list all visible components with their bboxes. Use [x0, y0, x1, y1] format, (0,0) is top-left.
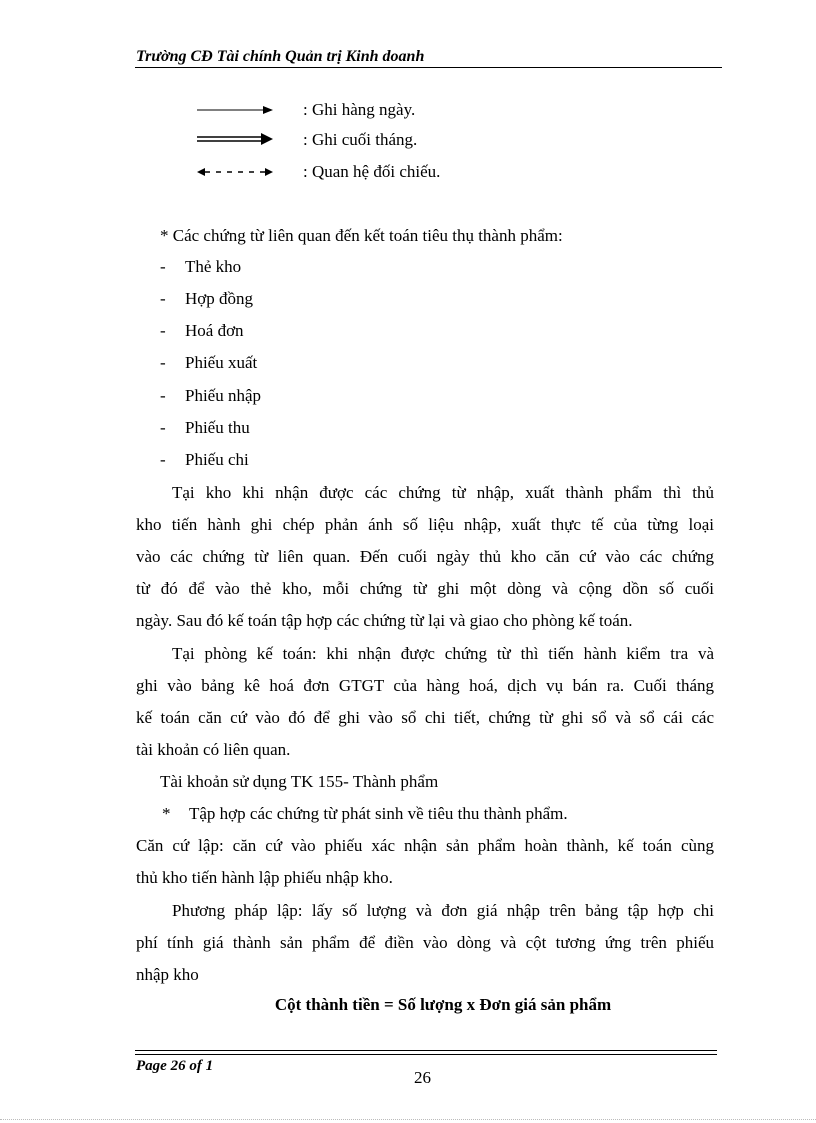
header-title: Trường CĐ Tài chính Quản trị Kinh doanh [136, 48, 425, 65]
bullet-dash: - [160, 289, 166, 308]
page-edge [0, 1119, 816, 1120]
bullet-dash: - [160, 321, 166, 340]
bullet-dash: - [160, 353, 166, 372]
footer-page-label: Page 26 of 1 [136, 1058, 214, 1074]
legend-item-monthly [195, 128, 595, 152]
footer-rule [135, 1054, 717, 1055]
text-line: ghi vào bảng kê hoá đơn GTGT của hàng hoá, dịch vụ bán ra. Cuối tháng [136, 676, 714, 695]
text-line: Căn cứ lập: căn cứ vào phiếu xác nhận sản phẩm hoàn thành, kế toán cùng [136, 836, 714, 855]
text-line: vào các chứng từ liên quan. Đến cuối ngày thủ kho căn cứ vào các chứng [136, 547, 714, 566]
text-line: kho tiến hành ghi chép phản ánh số liệu nhập, xuất thực tế của từng loại [136, 515, 714, 534]
legend-label: : Quan hệ đối chiếu. [303, 162, 441, 181]
bullet-dash: - [160, 450, 166, 469]
text-line: phí tính giá thành sản phẩm để điền vào dòng và cột tương ứng trên phiếu [136, 933, 714, 952]
list-item: Hoá đơn [185, 321, 244, 340]
legend-item-reconcile [195, 160, 595, 184]
account-line: Tài khoản sử dụng TK 155- Thành phẩm [160, 772, 439, 791]
legend-item-daily [195, 98, 595, 122]
text-line: thủ kho tiến hành lập phiếu nhập kho. [136, 868, 393, 887]
text-line: Phương pháp lập: lấy số lượng và đơn giá nhập trên bảng tập hợp chi [172, 901, 714, 920]
double-arrow-icon [195, 128, 275, 152]
list-item: Thẻ kho [185, 257, 242, 276]
single-arrow-icon [195, 98, 275, 122]
bullet-dash: - [160, 418, 166, 437]
bullet-dash: - [160, 386, 166, 405]
text-line: từ đó để vào thẻ kho, mỗi chứng từ ghi một dòng và cộng dồn số cuối [136, 579, 714, 598]
bullet-dash: - [160, 257, 166, 276]
list-item: Phiếu nhập [185, 386, 262, 405]
collect-text: Tập hợp các chứng từ phát sinh về tiêu thu thành phẩm. [189, 804, 568, 823]
star-bullet: * [162, 804, 171, 823]
page-number: 26 [414, 1068, 431, 1087]
text-line: kế toán căn cứ vào đó để ghi vào sổ chi tiết, chứng từ ghi sổ và sổ cái các [136, 708, 714, 727]
text-line: Tại kho khi nhận được các chứng từ nhập, xuất thành phẩm thì thủ [172, 483, 714, 502]
list-item: Phiếu xuất [185, 353, 258, 372]
legend-label: : Ghi cuối tháng. [303, 130, 418, 149]
list-item: Phiếu chi [185, 450, 249, 469]
text-line: tài khoản có liên quan. [136, 740, 291, 759]
list-item: Phiếu thu [185, 418, 250, 437]
legend-label: : Ghi hàng ngày. [303, 100, 416, 119]
document-list-intro: * Các chứng từ liên quan đến kết toán tiêu thụ thành phẩm: [160, 226, 563, 245]
header-rule [135, 67, 722, 68]
text-line: nhập kho [136, 965, 199, 984]
formula: Cột thành tiền = Số lượng x Đơn giá sản phẩm [274, 995, 612, 1014]
footer-rule [135, 1050, 717, 1051]
text-line: Tại phòng kế toán: khi nhận được chứng từ thì tiến hành kiểm tra và [172, 644, 714, 663]
dashed-bidirectional-arrow-icon [195, 160, 275, 184]
list-item: Hợp đồng [185, 289, 254, 308]
text-line: ngày. Sau đó kế toán tập hợp các chứng từ lại và giao cho phòng kế toán. [136, 611, 633, 630]
